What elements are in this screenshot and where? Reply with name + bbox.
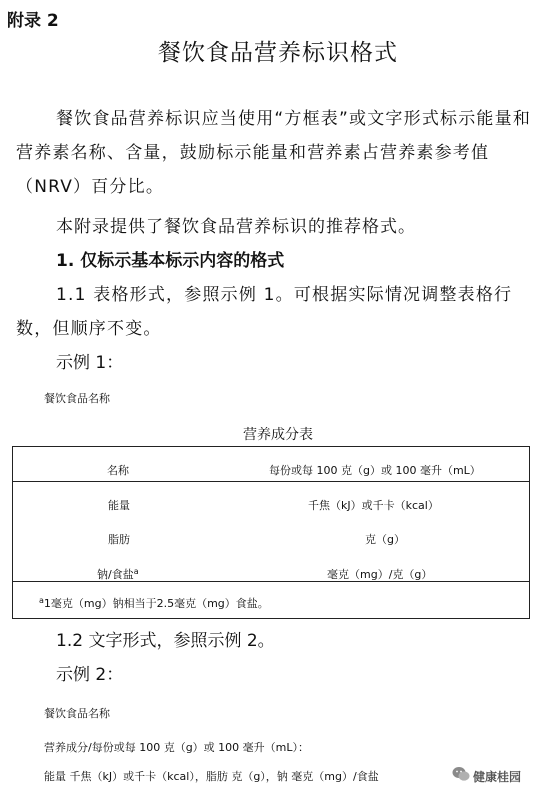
table-row-unit: 毫克（mg）/克（g）	[327, 568, 433, 581]
table-header-unit: 每份或每 100 克（g）或 100 毫升（mL）	[269, 464, 481, 477]
example-2-label: 示例 2：	[56, 665, 124, 685]
nutrition-table-title: 营养成分表	[243, 427, 313, 443]
watermark-text: 健康桂园	[473, 769, 522, 784]
watermark	[452, 766, 521, 786]
example-1-label: 示例 1：	[56, 353, 124, 373]
table-row-name: 能量	[108, 499, 130, 512]
appendix-purpose-paragraph: 本附录提供了餐饮食品营养标识的推荐格式。	[56, 217, 416, 237]
section-1-2-paragraph: 1.2 文字形式，参照示例 2。	[56, 631, 275, 651]
section-1-heading: 1. 仅标示基本标示内容的格式	[56, 251, 285, 271]
table-footnote: $^a$1毫克（mg）钠相当于2.5毫克（mg）食盐。	[39, 596, 269, 610]
table-divider	[13, 481, 529, 482]
table-row-unit: 千焦（kJ）或千卡（kcal）	[308, 499, 439, 512]
nutrition-table	[12, 446, 530, 619]
table-row-name: 脂肪	[108, 533, 130, 546]
page-title: 餐饮食品营养标识格式	[158, 40, 398, 66]
example-2-food-name: 餐饮食品名称	[44, 707, 110, 720]
example-1-food-name: 餐饮食品名称	[44, 392, 110, 405]
table-divider	[13, 581, 529, 582]
appendix-label: 附录 2	[7, 11, 59, 31]
table-header-name: 名称	[107, 464, 129, 477]
section-1-1-paragraph: 1.1 表格形式，参照示例 1。可根据实际情况调整表格行数，但顺序不变。	[16, 285, 513, 339]
table-row-name: 钠/食盐$^a$	[97, 567, 139, 581]
example-2-line-2: 能量 千焦（kJ）或千卡（kcal），脂肪 克（g），钠 毫克（mg）/食盐	[44, 770, 379, 783]
intro-paragraph: 餐饮食品营养标识应当使用“方框表”或文字形式标示能量和营养素名称、含量，鼓励标示能量和营养素占营养素参考值（NRV）百分比。	[16, 109, 532, 197]
example-2-line-1: 营养成分/每份或每 100 克（g）或 100 毫升（mL）：	[44, 741, 310, 754]
wechat-icon	[452, 766, 470, 786]
table-row-unit: 克（g）	[365, 533, 405, 546]
